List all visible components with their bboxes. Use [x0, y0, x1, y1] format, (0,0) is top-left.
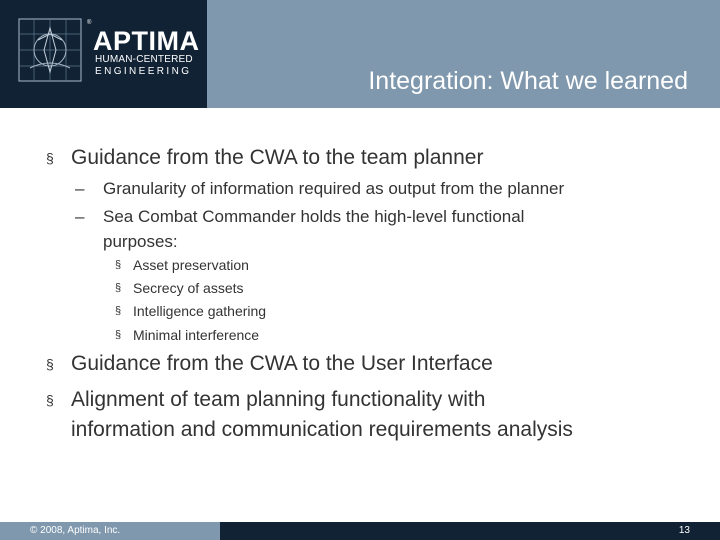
bullet-marker: § [115, 282, 122, 294]
sub-sub-bullet-item [115, 278, 244, 298]
footer-bar-right [220, 522, 720, 540]
slide-title: Integration: What we learned [368, 67, 688, 95]
page-number: 13 [678, 525, 690, 536]
bullet-text: information and communication requirements analysis [71, 418, 573, 441]
logo-name: APTIMA [93, 26, 200, 56]
registered-mark: ® [87, 20, 92, 26]
bullet-marker: § [115, 329, 122, 341]
sub-bullet-item [75, 204, 525, 229]
bullet-item [46, 385, 486, 415]
bullet-marker: § [115, 259, 122, 271]
copyright-text: © 2008, Aptima, Inc. [30, 525, 121, 536]
dash-marker: – [75, 207, 85, 226]
bullet-continuation [71, 415, 573, 445]
logo-subtitle-2: ENGINEERING [95, 66, 192, 77]
sub-bullet-text: purposes: [103, 232, 178, 251]
sub-bullet-text: Sea Combat Commander holds the high-level functional [103, 207, 525, 226]
sub-sub-bullet-text: Asset preservation [133, 257, 249, 273]
sub-bullet-item [75, 176, 565, 201]
bullet-marker: § [46, 150, 54, 166]
sub-sub-bullet-item [115, 325, 260, 345]
bullet-marker: § [115, 305, 122, 317]
sub-sub-bullet-text: Minimal interference [133, 327, 260, 343]
bullet-item [46, 349, 493, 379]
logo-subtitle-1: HUMAN-CENTERED [95, 54, 193, 65]
dash-marker: – [75, 179, 85, 198]
sub-bullet-continuation [103, 229, 178, 254]
bullet-marker: § [46, 356, 54, 372]
bullet-marker: § [46, 392, 54, 408]
sub-sub-bullet-item [115, 301, 267, 321]
sub-bullet-text: Granularity of information required as output from the planner [103, 179, 565, 198]
sub-sub-bullet-text: Secrecy of assets [133, 280, 244, 296]
bullet-text: Guidance from the CWA to the team planner [71, 146, 484, 169]
bullet-text: Guidance from the CWA to the User Interface [71, 352, 493, 375]
bullet-text: Alignment of team planning functionality with [71, 388, 486, 411]
bullet-item [46, 143, 484, 173]
sub-sub-bullet-text: Intelligence gathering [133, 303, 267, 319]
sub-sub-bullet-item [115, 255, 249, 275]
